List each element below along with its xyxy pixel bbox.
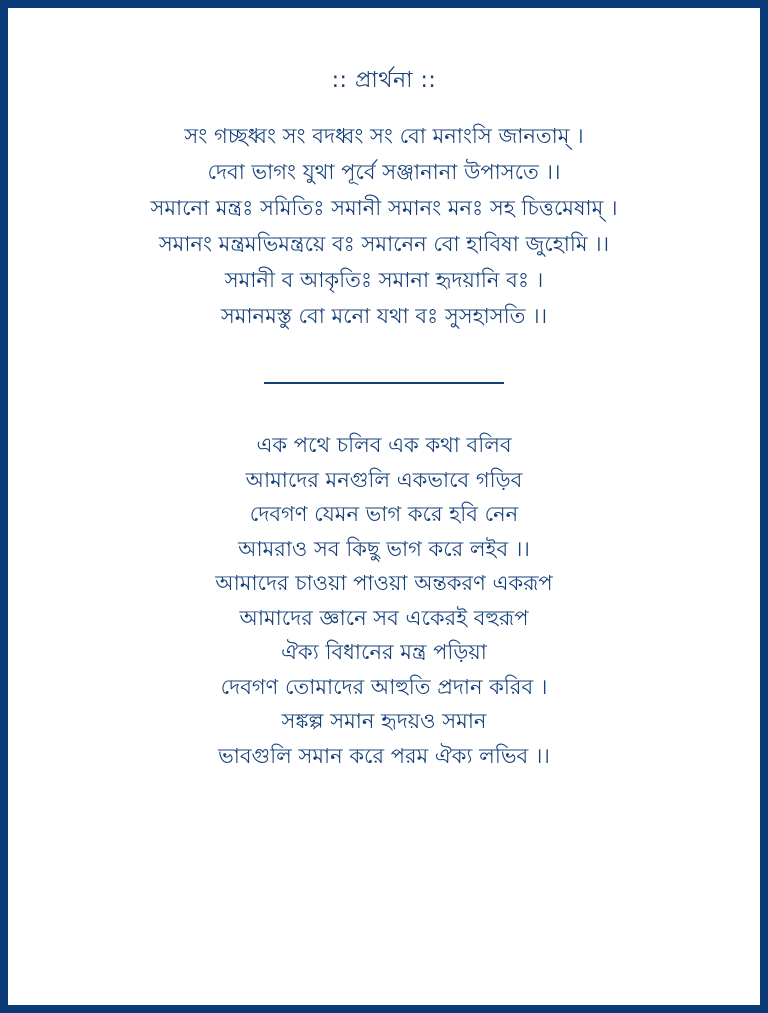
verse-line: দেবা ভাগং যুথা পূর্বে সঞ্জানানা উপাসতে ।। xyxy=(207,160,561,184)
verse-line: সমানী ব আকৃতিঃ সমানা হৃদয়ানি বঃ । xyxy=(224,268,544,292)
verse-line: সঙ্কল্প সমান হৃদয়ও সমান xyxy=(281,709,487,733)
verse-line: দেবগণ তোমাদের আহুতি প্রদান করিব । xyxy=(220,674,548,699)
page-title: :: প্রার্থনা :: xyxy=(331,68,437,93)
sanskrit-verse xyxy=(16,118,752,334)
verse-line: আমাদের চাওয়া পাওয়া অন্তকরণ একরূপ xyxy=(215,571,553,595)
verse-line: এক পথে চলিব এক কথা বলিব xyxy=(256,433,512,457)
verse-line: আমাদের মনগুলি একভাবে গড়িব xyxy=(245,467,523,492)
verse-line: আমাদের জ্ঞানে সব একেরই বহুরূপ xyxy=(239,605,529,630)
verse-line: ভাবগুলি সমান করে পরম ঐক্য লভিব ।। xyxy=(218,743,550,768)
section-divider xyxy=(264,382,504,384)
verse-line: দেবগণ যেমন ভাগ করে হবি নেন xyxy=(249,502,519,526)
prayer-page xyxy=(16,16,752,997)
verse-line: সমানমস্তু বো মনো যথা বঃ সুসহাসতি ।। xyxy=(220,304,548,328)
verse-line: সমানং মন্ত্রমভিমন্ত্রয়ে বঃ সমানেন বো হাবিষা জুহোমি ।। xyxy=(158,232,610,256)
verse-line: সমানো মন্ত্রঃ সমিতিঃ সমানী সমানং মনঃ সহ চিত্তমেষাম্ । xyxy=(150,196,618,220)
bengali-verse xyxy=(16,428,752,773)
verse-line: আমরাও সব কিছু ভাগ করে লইব ।। xyxy=(238,536,530,561)
verse-line: সং গচ্ছধ্বং সং বদধ্বং সং বো মনাংসি জানতাম্ । xyxy=(184,124,584,148)
verse-line: ঐক্য বিধানের মন্ত্র পড়িয়া xyxy=(281,640,487,664)
